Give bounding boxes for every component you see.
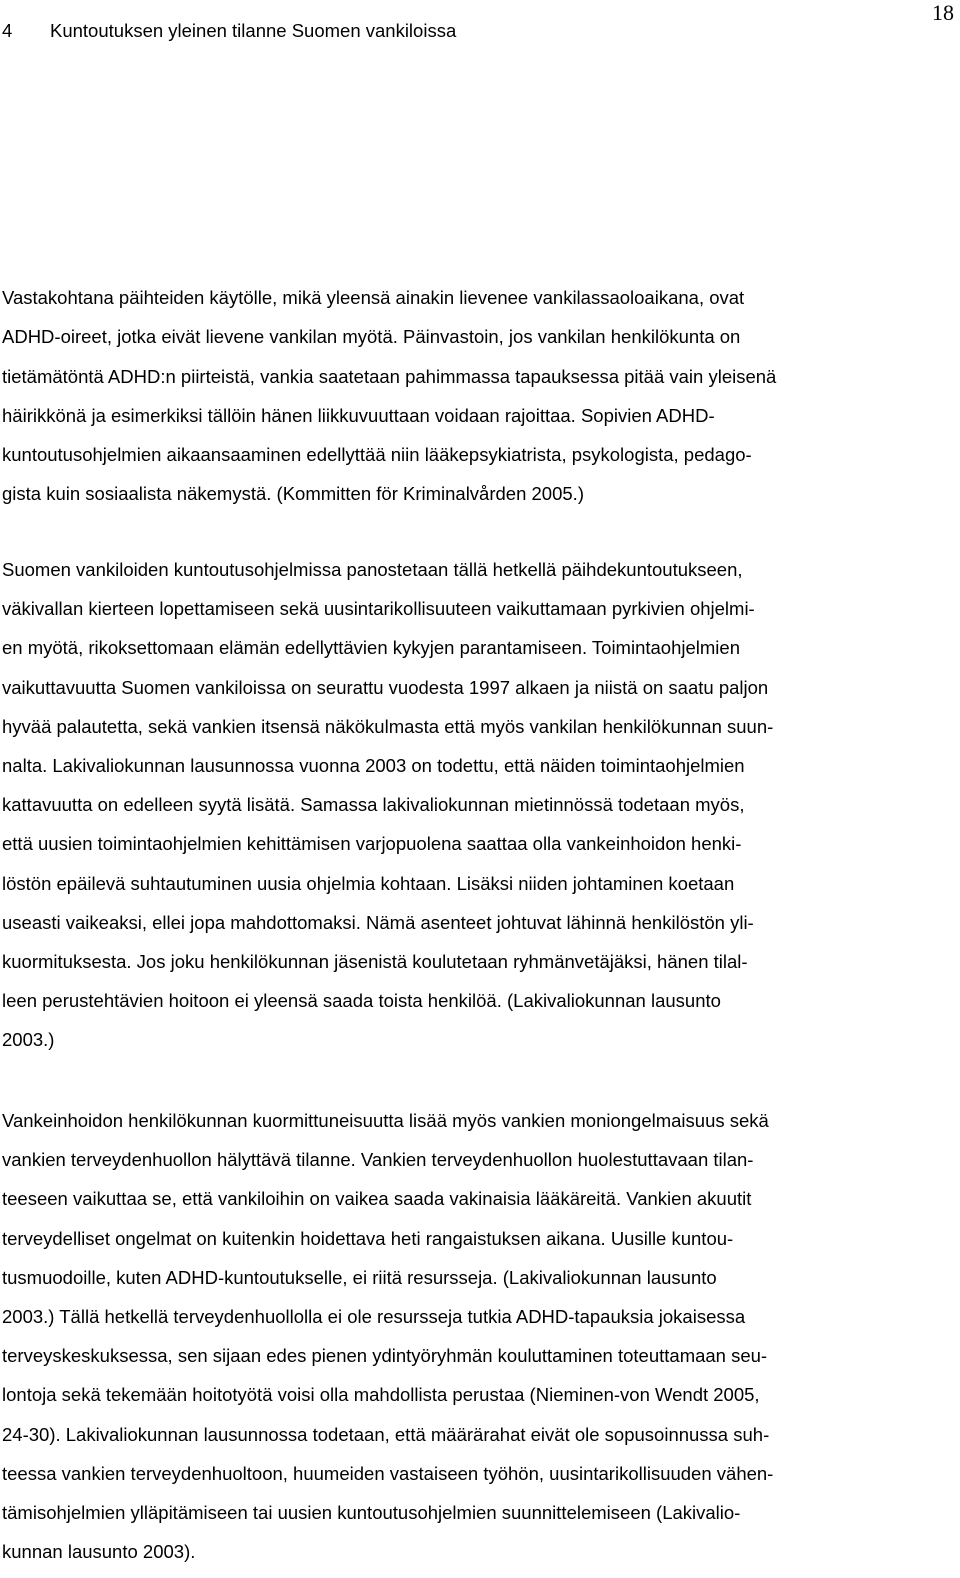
text-line: tämisohjelmien ylläpitämiseen tai uusien kuntoutusohjelmien suunnittelemiseen (Lakivalio- xyxy=(2,1501,741,1523)
text-line: kuormituksesta. Jos joku henkilökunnan jäsenistä koulutetaan ryhmänvetäjäksi, hänen tilal- xyxy=(2,950,748,972)
text-line: vaikuttavuutta Suomen vankiloissa on seurattu vuodesta 1997 alkaen ja niistä on saatu paljon xyxy=(2,676,769,698)
text-line: teessa vankien terveydenhuoltoon, huumeiden vastaiseen työhön, uusintarikollisuuden vähen- xyxy=(2,1462,774,1484)
section-number: 4 xyxy=(2,20,13,41)
text-line: väkivallan kierteen lopettamiseen sekä uusintarikollisuuteen vaikuttamaan pyrkivien ohjelmi- xyxy=(2,598,755,620)
text-line: löstön epäilevä suhtautuminen uusia ohjelmia kohtaan. Lisäksi niiden johtaminen koetaan xyxy=(2,872,735,894)
text-line: vankien terveydenhuollon hälyttävä tilanne. Vankien terveydenhuollon huolestuttavaan tilan- xyxy=(2,1149,754,1171)
text-line: Vastakohtana päihteiden käytölle, mikä yleensä ainakin lievenee vankilassaoloaikana, ovat xyxy=(2,287,745,308)
section-heading xyxy=(2,18,456,44)
paragraph xyxy=(2,1108,957,1578)
text-line: leen perustehtävien hoitoon ei yleensä saada toista henkilöä. (Lakivaliokunnan lausunto xyxy=(2,990,721,1012)
text-line: ADHD-oireet, jotka eivät lievene vankilan myötä. Päinvastoin, jos vankilan henkilökunta on xyxy=(2,326,741,348)
text-line: kuntoutusohjelmien aikaansaaminen edellyttää niin lääkepsykiatrista, psykologista, pedago- xyxy=(2,444,752,466)
text-line: tietämätöntä ADHD:n piirteistä, vankia saatetaan pahimmassa tapauksessa pitää vain yleisenä xyxy=(2,365,777,387)
text-line: useasti vaikeaksi, ellei jopa mahdottomaksi. Nämä asenteet johtuvat lähinnä henkilöstön yli- xyxy=(2,911,754,933)
text-line: gista kuin sosiaalista näkemystä. (Kommitten för Kriminalvården 2005.) xyxy=(2,483,584,505)
text-line: kunnan lausunto 2003). xyxy=(2,1541,196,1563)
text-line: lontoja sekä tekemään hoitotyötä voisi olla mahdollista perustaa (Nieminen-von Wendt 2005, xyxy=(2,1384,760,1406)
text-line: Vankeinhoidon henkilökunnan kuormittuneisuutta lisää myös vankien moniongelmaisuus sekä xyxy=(2,1110,769,1131)
text-line: terveydelliset ongelmat on kuitenkin hoidettava heti rangaistuksen aikana. Uusille kuntou- xyxy=(2,1227,734,1249)
text-line: 2003.) Tällä hetkellä terveydenhuollolla ei ole resursseja tutkia ADHD-tapauksia jokaisessa xyxy=(2,1305,746,1327)
text-line: hyvää palautetta, sekä vankien itsensä näkökulmasta että myös vankilan henkilökunnan suun- xyxy=(2,715,774,737)
page-number: 18 xyxy=(932,0,954,25)
text-line: että uusien toimintaohjelmien kehittämisen varjopuolena saattaa olla vankeinhoidon henki- xyxy=(2,833,742,855)
text-line: tusmuodoille, kuten ADHD-kuntoutukselle, ei riitä resursseja. (Lakivaliokunnan lausunto xyxy=(2,1266,717,1288)
text-line: terveyskeskuksessa, sen sijaan edes pienen ydintyöryhmän kouluttaminen toteuttamaan seu- xyxy=(2,1345,768,1367)
text-line: 2003.) xyxy=(2,1029,55,1051)
text-line: nalta. Lakivaliokunnan lausunnossa vuonna 2003 on todettu, että näiden toimintaohjelmien xyxy=(2,754,745,776)
text-line: häirikkönä ja esimerkiksi tällöin hänen liikkuvuuttaan voidaan rajoittaa. Sopivien ADHD- xyxy=(2,404,715,426)
text-line: kattavuutta on edelleen syytä lisätä. Samassa lakivaliokunnan mietinnössä todetaan myös, xyxy=(2,794,745,816)
paragraph xyxy=(2,557,957,1066)
text-line: teeseen vaikuttaa se, että vankiloihin on vaikea saada vakinaisia lääkäreitä. Vankien akuutit xyxy=(2,1188,752,1210)
text-line: 24-30). Lakivaliokunnan lausunnossa todetaan, että määrärahat eivät ole sopusoinnussa suh- xyxy=(2,1423,770,1445)
section-title: Kuntoutuksen yleinen tilanne Suomen vankiloissa xyxy=(50,20,457,41)
paragraph xyxy=(2,285,957,521)
text-line: Suomen vankiloiden kuntoutusohjelmissa panostetaan tällä hetkellä päihdekuntoutukseen, xyxy=(2,559,743,580)
text-line: en myötä, rikoksettomaan elämän edellyttävien kykyjen parantamiseen. Toimintaohjelmien xyxy=(2,637,740,659)
